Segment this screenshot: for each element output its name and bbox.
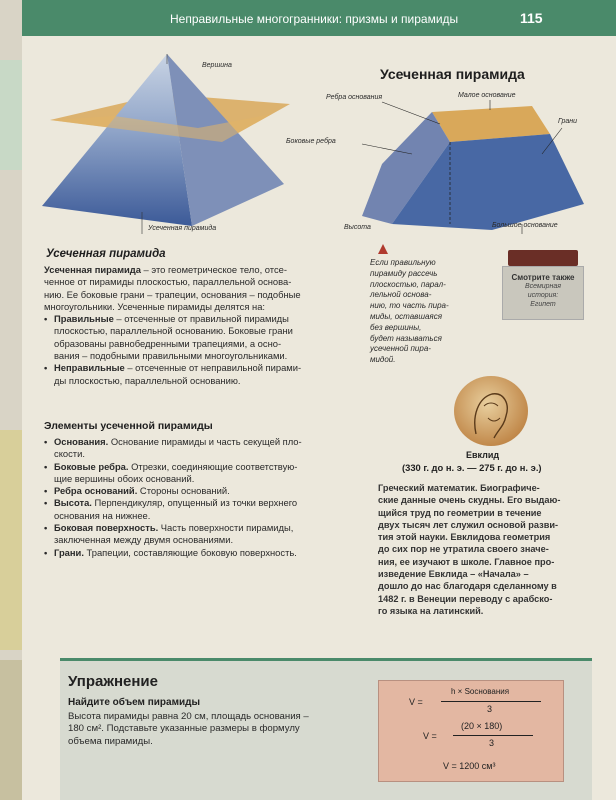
list-item: [44, 436, 362, 461]
bullet-term: Высота.: [54, 497, 92, 509]
prev-page-color-block: [0, 430, 22, 650]
text-line: лельной основа-: [370, 290, 432, 300]
fraction-bar: [453, 735, 533, 736]
list-item: [44, 461, 362, 486]
list-item: [44, 485, 362, 497]
see-also-line: Египет: [530, 301, 556, 308]
text-line: Если правильную: [370, 258, 436, 267]
text-line: пирамиду рассечь: [370, 268, 438, 278]
text-line: ния, ее изучают в школе. Главное про-: [378, 556, 555, 567]
label-lateral-edges: Боковые ребра: [286, 138, 336, 145]
euclid-portrait: [454, 376, 528, 446]
formula-v2: V =: [423, 731, 437, 741]
euclid-name: Евклид: [466, 450, 500, 460]
bullet-term: Неправильные: [54, 362, 125, 374]
text-line: плоскостью, параллельной основанию. Боковые грани: [54, 325, 293, 337]
frustum-illustration: [322, 84, 592, 234]
prev-page-color-block: [0, 660, 22, 800]
label-apex: Вершина: [202, 62, 232, 69]
sidebar-note: [370, 258, 468, 366]
text-line: усеченной пира-: [370, 344, 431, 354]
text-line: многоугольники. Усеченные пирамиды делятся на:: [44, 300, 266, 312]
text-line: вания – подобными правильными многоугольниками.: [54, 350, 288, 362]
text-line: щийся труд по геометрии в течение: [378, 507, 542, 518]
text-line: Греческий математик. Биографиче-: [378, 483, 540, 493]
text-line: щие вершины обоих оснований.: [54, 472, 195, 484]
list-item: [44, 547, 362, 559]
text-line: миды, оставшаяся: [370, 311, 442, 321]
page-title: Неправильные многогранники: призмы и пирамиды: [170, 12, 459, 26]
exercise-text: [68, 711, 380, 748]
book-page: [22, 0, 616, 800]
label-base-edges: Ребра основания: [326, 94, 383, 101]
label-small-base: Малое основание: [458, 92, 516, 99]
portrait-sketch-icon: [454, 376, 528, 446]
bullet-term: Правильные: [54, 313, 114, 325]
text-line: образованы равнобедренными трапециями, а осно-: [54, 337, 282, 349]
see-also-line: история:: [527, 292, 559, 299]
text-line: дошло до нас благодаря сделанному в: [378, 581, 557, 592]
text-line: мидой.: [370, 355, 396, 365]
list-item: [44, 522, 362, 547]
text-line: 180 см². Подставьте указанные размеры в формулу: [68, 723, 300, 735]
previous-page-edge: [0, 0, 22, 800]
see-also-box: [502, 266, 584, 320]
formula-result: V = 1200 см³: [443, 761, 496, 771]
text-line: Основание пирамиды и часть секущей пло-: [110, 436, 302, 447]
formula-v1: V =: [409, 697, 423, 707]
text-line: без вершины,: [370, 322, 422, 332]
formula-num2: (20 × 180): [461, 721, 503, 731]
prev-page-color-block: [0, 60, 22, 170]
text-line: нию. Ее боковые грани – трапеции, основания – подобные: [44, 288, 301, 300]
formula-den2: 3: [489, 738, 495, 748]
bullet-term: Грани.: [54, 546, 84, 558]
text-line: Часть поверхности пирамиды,: [160, 522, 294, 534]
bullet-term: Боковые ребра.: [54, 460, 129, 472]
text-line: плоскостью, парал-: [370, 279, 446, 289]
term-frustum: Усеченная пирамида: [44, 264, 141, 275]
text-line: будет называться: [370, 333, 442, 343]
text-line: Трапеции, составляющие боковую поверхность.: [86, 546, 297, 558]
formula-box: [378, 680, 564, 782]
text-line: изведение Евклида – «Начала» –: [378, 569, 529, 580]
triangle-marker-icon: [378, 244, 388, 254]
exercise-subtitle: Найдите объем пирамиды: [68, 697, 201, 708]
page-number: 115: [520, 10, 543, 26]
see-also-line: Всемирная: [524, 283, 562, 290]
text-line: двух тысяч лет служил основой разви-: [378, 519, 559, 530]
text-line: до сих пор не утратила своего значе-: [378, 544, 549, 555]
text-line: основания на нижнее.: [54, 509, 151, 521]
label-height: Высота: [344, 224, 371, 231]
text-line: скости.: [54, 448, 85, 460]
text-line: – отсеченные от правильной пирамиды: [116, 313, 289, 325]
section-heading-elements: Элементы усеченной пирамиды: [44, 420, 213, 432]
text-line: Перпендикуляр, опущенный из точки верхнего: [94, 497, 298, 509]
bullet-term: Боковая поверхность.: [54, 522, 159, 534]
page-header: [22, 0, 616, 36]
book-icon: [508, 250, 578, 266]
text-line: Стороны оснований.: [139, 485, 230, 497]
frustum-figure-title: Усеченная пирамида: [380, 66, 525, 82]
frustum-definition: [44, 264, 360, 387]
label-frustum: Усеченная пирамида: [148, 225, 217, 232]
bullet-term: Основания.: [54, 436, 109, 447]
text-line: Отрезки, соединяющие соответствую-: [131, 460, 298, 472]
section-heading-frustum: Усеченная пирамида: [46, 248, 166, 260]
euclid-biography: [378, 482, 592, 617]
text-line: Высота пирамиды равна 20 см, площадь основания –: [68, 711, 309, 722]
see-also-heading: Смотрите также: [511, 273, 575, 282]
exercise-title: Упражнение: [68, 673, 158, 690]
text-line: ды плоскостью, параллельной основанию.: [54, 374, 241, 386]
text-line: заключенная между двумя основаниями.: [54, 534, 234, 546]
text-line: ские данные очень скудны. Его выдаю-: [378, 495, 561, 506]
pyramid-illustration: [22, 36, 312, 236]
pyramid-front-face: [42, 54, 192, 226]
text-line: го языка на латинский.: [378, 605, 484, 616]
list-item: [44, 313, 360, 362]
formula-num1: h × Sоснования: [451, 687, 510, 696]
text-line: – отсеченные от неправильной пирами-: [127, 362, 302, 374]
bullet-term: Ребра оснований.: [54, 485, 138, 497]
text-line: – это геометрическое тело, отсе-: [143, 264, 288, 275]
text-line: нию, то часть пира-: [370, 301, 449, 311]
text-line: тия этой науки. Евклидова геометрия: [378, 532, 551, 543]
text-line: объема пирамиды.: [68, 735, 153, 747]
list-item: [44, 362, 360, 387]
elements-list: [44, 436, 362, 559]
euclid-dates: (330 г. до н. э. — 275 г. до н. э.): [402, 462, 542, 473]
text-line: ченное от пирамиды плоскостью, параллельной основа-: [44, 276, 292, 288]
label-faces: Грани: [558, 118, 578, 125]
list-item: [44, 497, 362, 522]
formula-den1: 3: [487, 704, 493, 714]
fraction-bar: [441, 701, 541, 702]
text-line: 1482 г. в Венеции переводу с арабско-: [378, 593, 553, 604]
label-large-base: Большое основание: [492, 222, 558, 229]
